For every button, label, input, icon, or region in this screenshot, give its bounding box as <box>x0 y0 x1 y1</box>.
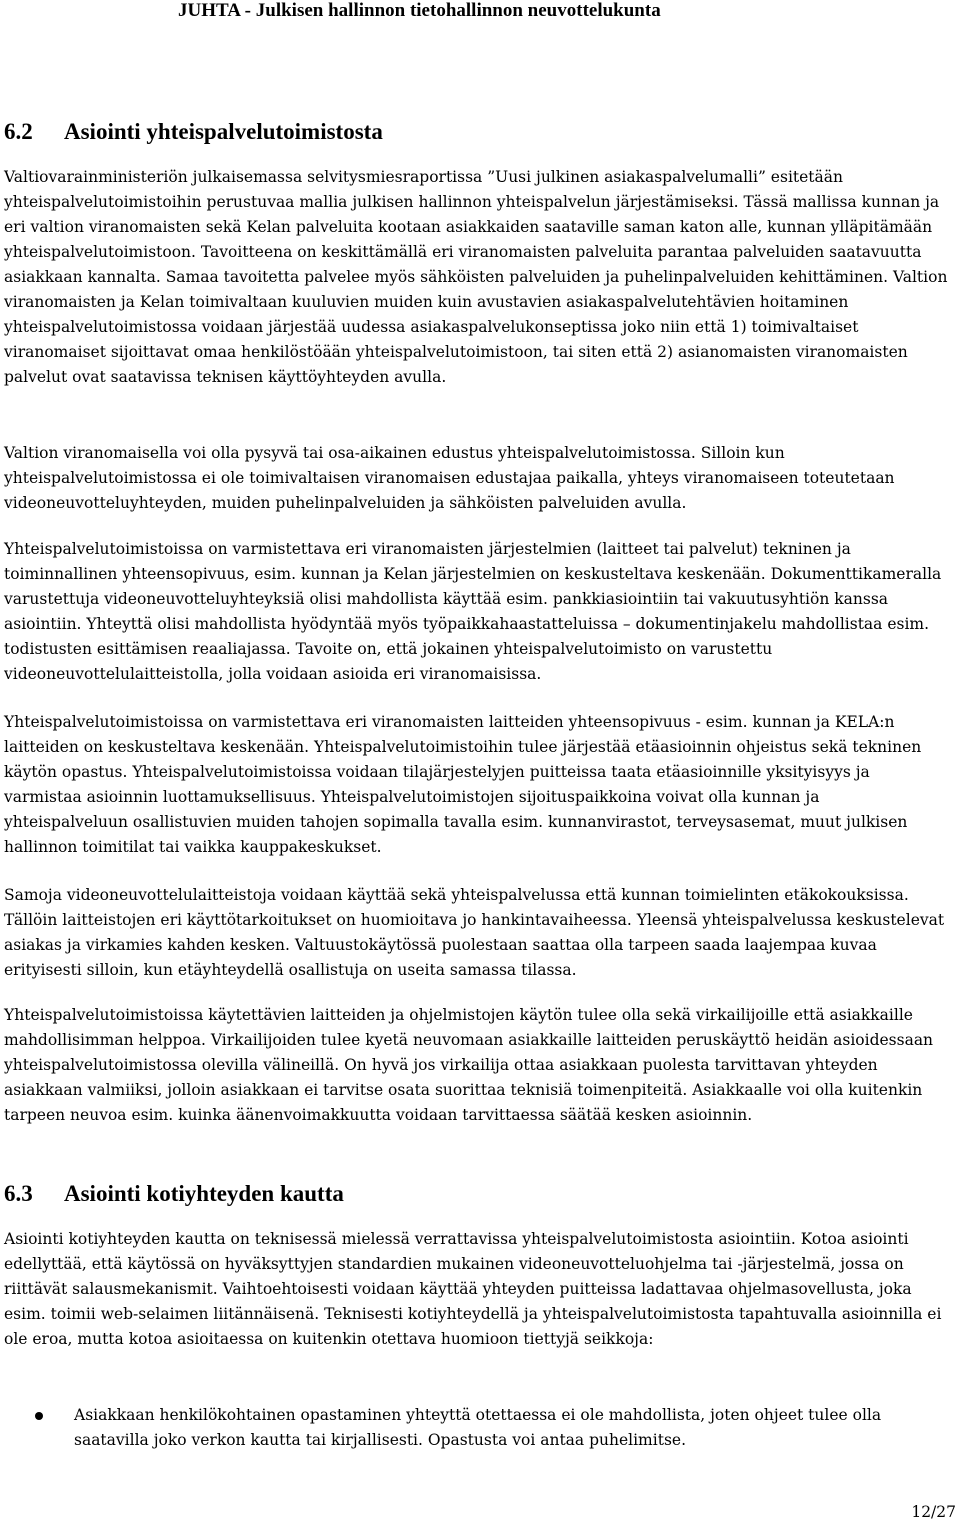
paragraph: Yhteispalvelutoimistoissa käytettävien laitteiden ja ohjelmistojen käytön tulee olla sekä virkailijoille että asiakkaille mahdollisimman helppoa. Virkailijoiden tulee kyetä neuvomaan asiakkaille laitteiden peruskäyttö heidän asioidessaan yhteispalvelutoimistossa olevilla välineillä. On hyvä jos virkailija ottaa asiakkaan puolesta tarvittavan yhteyden asiakkaan valmiiksi, jolloin asiakkaan ei tarvitse osata suorittaa teknisiä toimenpiteitä. Asiakkaalle voi olla kuitenkin tarpeen neuvoa esim. kuinka äänenvoimakkuutta voidaan tarvittaessa säätää kesken asioinnin. <box>4 1006 934 1124</box>
running-header: JUHTA - Julkisen hallinnon tietohallinnon neuvottelukunta <box>178 0 661 21</box>
paragraph: Yhteispalvelutoimistoissa on varmistettava eri viranomaisten laitteiden yhteensopivuus - esim. kunnan ja KELA:n laitteiden on keskusteltava keskenään. Yhteispalvelutoimistoihin tulee järjestää etäasioinnin ohjeistus sekä tekninen käytön opastus. Yhteispalvelutoimistoissa voidaan tilajärjestelyjen puitteissa taata etäasioinnille yksityisyys ja varmistaa asioinnin luottamuksellisuus. Yhteispalvelutoimistojen sijoituspaikkoina voivat olla kunnan ja yhteispalveluun osallistuvien muiden tahojen sopimalla tavalla esim. kunnanvirastot, terveysasemat, muut julkisen hallinnon toimitilat tai vaikka kauppakeskukset. <box>4 713 922 856</box>
paragraph: Samoja videoneuvottelulaitteistoja voidaan käyttää sekä yhteispalvelussa että kunnan toimielinten etäkokouksissa. Tällöin laitteistojen eri käyttötarkoitukset on huomioitava jo hankintavaiheessa. Yleensä yhteispalvelussa keskustelevat asiakas ja virkamies kahden kesken. Valtuustokäytössä puolestaan saattaa olla tarpeen saada laajempaa kuvaa erityisesti silloin, kun etäyhteydellä osallistuja on useita samassa tilassa. <box>4 886 945 979</box>
paragraph: Asiointi kotiyhteyden kautta on teknisessä mielessä verrattavissa yhteispalvelutoimistosta asiointiin. Kotoa asiointi edellyttää, että käytössä on hyväksyttyjen standardien mukainen videoneuvotteluohjelma tai -järjestelmä, jossa on riittävät salausmekanismit. Vaihtoehtoisesti voidaan käyttää yhteyden puitteissa ladattavaa ohjelmasovellusta, joka esim. toimii web-selaimen liitännäisenä. Teknisesti kotiyhteydellä ja yhteispalvelutoimistosta tapahtuvalla asioinnilla ei ole eroa, mutta kotoa asioitaessa on kuitenkin otettava huomioon tiettyjä seikkoja: <box>4 1230 942 1348</box>
bullet-icon <box>35 1412 43 1420</box>
section-title: Asiointi yhteispalvelutoimistosta <box>64 119 383 144</box>
paragraph: Valtion viranomaisella voi olla pysyvä tai osa-aikainen edustus yhteispalvelutoimistossa. Silloin kun yhteispalvelutoimistossa ei ole toimivaltaisen viranomaisen edustajaa paikalla, yhteys viranomaiseen toteutetaan videoneuvotteluyhteyden, muiden puhelinpalveluiden ja sähköisten palveluiden avulla. <box>4 444 895 512</box>
section-heading-6-3 <box>4 1180 344 1208</box>
list-item <box>0 1403 940 1453</box>
list-item-text: Asiakkaan henkilökohtainen opastaminen yhteyttä otettaessa ei ole mahdollista, joten ohjeet tulee olla saatavilla joko verkon kautta tai kirjallisesti. Opastusta voi antaa puhelimitse. <box>74 1406 882 1449</box>
section-number: 6.2 <box>4 119 33 144</box>
paragraph: Valtiovarainministeriön julkaisemassa selvitysmiesraportissa ”Uusi julkinen asiakaspalvelumalli” esitetään yhteispalvelutoimistoihin perustuvaa mallia julkisen hallinnon yhteispalvelun järjestämiseksi. Tässä mallissa kunnan ja eri valtion viranomaisten sekä Kelan palveluita kootaan asiakkaiden saataville saman katon alle, kunnan ylläpitämään yhteispalvelutoimistoon. Tavoitteena on keskittämällä eri viranomaisten palveluita parantaa palveluiden saatavuutta asiakkaan kannalta. Samaa tavoitetta palvelee myös sähköisten palveluiden ja puhelinpalveluiden kehittäminen. Valtion viranomaisten ja Kelan toimivaltaan kuuluvien muiden kuin avustavien asiakaspalvelutehtävien hoitaminen yhteispalvelutoimistossa voidaan järjestää uudessa asiakaspalvelukonseptissa joko niin että 1) toimivaltaiset viranomaiset sijoittavat omaa henkilöstöään yhteispalvelutoimistoon, tai siten että 2) asianomaisten viranomaisten palvelut ovat saatavissa teknisen käyttöyhteyden avulla. <box>4 168 948 386</box>
section-title: Asiointi kotiyhteyden kautta <box>64 1181 344 1206</box>
section-heading-6-2 <box>4 118 383 146</box>
paragraph: Yhteispalvelutoimistoissa on varmistettava eri viranomaisten järjestelmien (laitteet tai palvelut) tekninen ja toiminnallinen yhteensopivuus, esim. kunnan ja Kelan järjestelmien on keskusteltava keskenään. Dokumenttikameralla varustettuja videoneuvotteluyhteyksiä olisi mahdollista käyttää esim. pankkiasiointiin tai vakuutusyhtiön kanssa asiointiin. Yhteyttä olisi mahdollista hyödyntää myös työpaikkahaastatteluissa – dokumentinjakelu mahdollistaa esim. todistusten esittämisen reaaliajassa. Tavoite on, että jokainen yhteispalvelutoimisto on varustettu videoneuvottelulaitteistolla, jolla voidaan asioida eri viranomaisissa. <box>4 540 942 683</box>
page-number: 12/27 <box>911 1503 956 1521</box>
section-number: 6.3 <box>4 1181 33 1206</box>
bullet-list <box>0 1403 940 1453</box>
